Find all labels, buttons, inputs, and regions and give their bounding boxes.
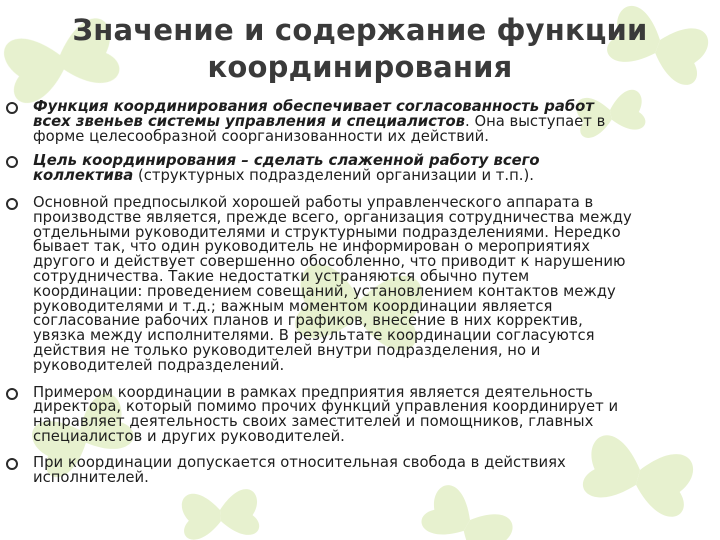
text-line: [33, 127, 702, 145]
bullet-item: [6, 100, 702, 144]
emphasis-text: Цель координирования – сделать слаженной работу всего: [33, 152, 540, 170]
circle-bullet-icon: [6, 388, 18, 400]
bullet-item: [6, 453, 702, 486]
text-line: сотрудничества. Такие недостатки устраняются обычно путем: [33, 267, 530, 285]
bullet-item: [6, 383, 702, 445]
text-line: отдельными руководителями и структурными подразделениями. Нередко: [33, 223, 621, 241]
text-line: руководителями и т.д.; важным моментом координации является: [33, 297, 553, 315]
text-line: директора, который помимо прочих функций управления координирует и: [33, 398, 619, 416]
text-line: другого и действует совершенно обособленно, что приводит к нарушению: [33, 253, 626, 271]
text-line: исполнителей.: [33, 468, 149, 486]
plain-text: форме целесообразной соорганизованности их действий.: [33, 127, 489, 145]
circle-bullet-icon: [6, 156, 18, 168]
bullet-text: [33, 453, 702, 486]
slide-title-line: Значение и содержание функции: [72, 13, 648, 47]
text-line: согласование рабочих планов и графиков, внесение в них корректив,: [33, 312, 583, 330]
slide-title: [0, 12, 720, 86]
bullet-text: [33, 193, 702, 374]
emphasis-text: коллектива: [33, 167, 134, 185]
text-line: Основной предпосылкой хорошей работы управленческого аппарата в: [33, 193, 594, 211]
text-line: специалистов и других руководителей.: [33, 427, 345, 445]
bullet-list: [6, 100, 702, 485]
text-line: [33, 169, 702, 184]
bullet-text: [33, 383, 702, 445]
bullet-item: [6, 154, 702, 184]
text-line: направляет деятельность своих заместителей и помощников, главных: [33, 413, 594, 431]
slide-title-line: координирования: [207, 50, 513, 84]
bullet-text: [33, 154, 702, 184]
plain-text: (структурных подразделений организации и т.п.).: [133, 167, 534, 185]
circle-bullet-icon: [6, 458, 18, 470]
text-line: действия не только руководителей внутри подразделения, но и: [33, 341, 541, 359]
text-line: Примером координации в рамках предприятия является деятельность: [33, 383, 593, 401]
circle-bullet-icon: [6, 102, 18, 114]
text-line: координации: проведением совещаний, установлением контактов между: [33, 282, 616, 300]
circle-bullet-icon: [6, 198, 18, 210]
text-line: увязка между исполнителями. В результате координации согласуются: [33, 327, 595, 345]
text-line: производстве является, прежде всего, организация сотрудничества между: [33, 208, 632, 226]
bullet-item: [6, 193, 702, 374]
emphasis-text: Функция координирования обеспечивает согласованность работ: [33, 98, 594, 115]
bullet-text: [33, 100, 702, 144]
text-line: бывает так, что один руководитель не информирован о мероприятиях: [33, 238, 591, 256]
text-line: При координации допускается относительная свобода в действиях: [33, 453, 566, 471]
emphasis-text: всех звеньев системы управления и специалистов: [33, 112, 466, 130]
plain-text: . Она выступает в: [465, 112, 606, 130]
text-line: руководителей подразделений.: [33, 356, 285, 374]
